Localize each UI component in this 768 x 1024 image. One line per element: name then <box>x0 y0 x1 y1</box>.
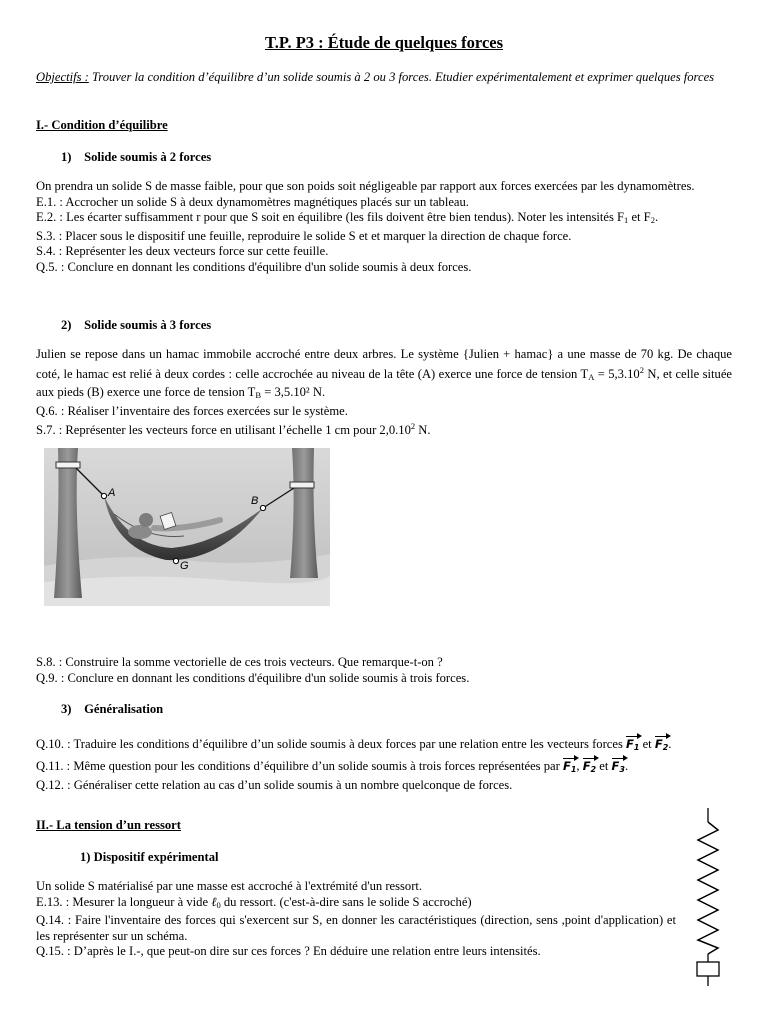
hammock-text-b: = 5,3.10 <box>594 366 640 381</box>
vector-subscript: 2 <box>590 764 597 774</box>
question-q10 <box>36 734 732 756</box>
step-e2-end: . <box>654 210 659 225</box>
length-symbol: ℓ <box>211 894 217 909</box>
section1-heading: I.- Condition d’équilibre <box>36 118 168 132</box>
hammock-text <box>36 347 732 404</box>
step-e13 <box>36 895 676 914</box>
point-b-label: B <box>251 495 259 507</box>
vector-subscript: 1 <box>570 764 577 774</box>
vector-f3 <box>612 756 625 778</box>
tb-subscript: B <box>255 390 262 401</box>
section2-part1-heading: 1) Dispositif expérimental <box>80 850 219 864</box>
mass-block <box>697 962 719 976</box>
step-s3: S.3. : Placer sous le dispositif une feuille, reproduire le solide S et et marquer la direction de chaque force. <box>36 228 572 243</box>
question-q6: Q.6. : Réaliser l’inventaire des forces exercées sur le système. <box>36 403 348 418</box>
part3-heading: 3) Généralisation <box>61 702 164 716</box>
point-g-label: G <box>180 560 189 572</box>
vector-letter: F <box>626 737 634 751</box>
step-e1: E.1. : Accrocher un solide S à deux dynamomètres magnétiques placés sur un tableau. <box>36 194 469 209</box>
q11-and: et <box>596 758 612 773</box>
f2-subscript: 2 <box>650 215 655 226</box>
objectives-label: Objectifs : <box>36 70 89 84</box>
section2-heading: II.- La tension d’un ressort <box>36 818 181 832</box>
vector-letter: F <box>582 758 591 773</box>
page-title: T.P. P3 : Étude de quelques forces <box>264 33 504 52</box>
vector-subscript: 3 <box>619 764 625 774</box>
vector-letter: F <box>611 758 620 773</box>
step-e2 <box>36 210 732 229</box>
ta-subscript: A <box>588 371 595 382</box>
part1-intro: On prendra un solide S de masse faible, pour que son poids soit négligeable par rapport aux forces exercées par les dynamomètres. <box>36 179 695 193</box>
question-q11 <box>36 756 732 778</box>
q10-text: Q.10. : Traduire les conditions d’équilibre d’un solide soumis à deux forces par une relation entre les vecteurs forces <box>36 737 626 751</box>
question-q12: Q.12. : Généraliser cette relation au cas d’un solide soumis à un nombre quelconque de forces. <box>36 777 513 792</box>
part1-body <box>36 179 732 276</box>
question-q15: Q.15. : D’après le I.-, que peut-on dire sur ces forces ? En déduire une relation entre leurs intensités. <box>36 944 541 959</box>
part2-followup <box>36 655 732 686</box>
question-q14: Q.14. : Faire l'inventaire des forces qui s'exercent sur S, en donner les caractéristiques (direction, sens ,point d'application) et les représenter sur un schéma. <box>36 913 676 943</box>
q11-end: . <box>624 758 629 773</box>
part2-body <box>36 347 732 439</box>
vector-subscript: 2 <box>662 743 669 752</box>
step-s4: S.4. : Représenter les deux vecteurs force sur cette feuille. <box>36 244 329 259</box>
point-a-label: A <box>108 487 116 499</box>
spring-coil <box>698 822 718 954</box>
step-s7 <box>36 419 732 439</box>
length-subscript: 0 <box>216 899 221 910</box>
e13-text: E.13. : Mesurer la longueur à vide <box>36 894 212 909</box>
section2-body <box>36 879 676 960</box>
question-q5: Q.5. : Conclure en donnant les conditions d'équilibre d'un solide soumis à deux forces. <box>36 259 472 274</box>
hammock-text-a: Julien se repose dans un hamac immobile accroché entre deux arbres. Le système {Julien + hamac} a une masse de 70 kg. De chaque coté, le hamac est relié à deux cordes : celle accrochée au niveau de la tête (A) exerce une force de tension T <box>36 347 732 381</box>
objectives-text: Trouver la condition d’équilibre d’un solide soumis à 2 ou 3 forces. Etudier expérimentalement et exprimer quelques forces <box>88 70 715 84</box>
objectives-paragraph <box>36 70 732 86</box>
q11-text: Q.11. : Même question pour les conditions d’équilibre d’un solide soumis à trois forces représentées par <box>36 758 563 773</box>
spring-diagram <box>688 808 728 986</box>
vector-f1 <box>626 734 639 756</box>
step-s7-text: S.7. : Représenter les vecteurs force en utilisant l’échelle 1 cm pour 2,0.10 <box>36 423 411 438</box>
vector-f2 <box>655 734 668 756</box>
part3-body <box>36 734 732 793</box>
hammock-text-d: = 3,5.10² N. <box>261 385 326 400</box>
e13-text-2: du ressort. (c'est-à-dire sans le solide S accroché) <box>220 894 472 909</box>
ta-exponent: 2 <box>639 364 644 375</box>
q10-and: et <box>639 737 655 751</box>
question-q9: Q.9. : Conclure en donnant les conditions d'équilibre d'un solide soumis à trois forces. <box>36 670 470 685</box>
f1-subscript: 1 <box>624 215 629 226</box>
hammock-figure <box>44 448 330 606</box>
step-s8: S.8. : Construire la somme vectorielle de ces trois vecteurs. Que remarque-t-on ? <box>36 655 443 669</box>
q11-comma: , <box>576 758 583 773</box>
q10-end: . <box>668 737 672 751</box>
hammock-text-c: N, et celle située aux pieds (B) exerce une force de tension T <box>36 366 732 400</box>
s7-exponent: 2 <box>410 421 416 432</box>
vector-f2 <box>583 756 596 778</box>
spring-intro: Un solide S matérialisé par une masse est accroché à l'extrémité d'un ressort. <box>36 879 423 893</box>
vector-f1 <box>563 756 576 778</box>
step-e2-text: E.2. : Les écarter suffisamment r pour que S soit en équilibre (les fils doivent être bien tendus). Noter les intensités F <box>36 210 625 225</box>
vector-subscript: 1 <box>633 743 640 752</box>
vector-letter: F <box>562 758 571 773</box>
step-s7-end: N. <box>415 423 431 438</box>
vector-letter: F <box>654 737 663 751</box>
step-e2-text-2: et F <box>628 210 651 225</box>
part2-heading: 2) Solide soumis à 3 forces <box>61 318 212 332</box>
part1-heading: 1) Solide soumis à 2 forces <box>61 150 212 164</box>
